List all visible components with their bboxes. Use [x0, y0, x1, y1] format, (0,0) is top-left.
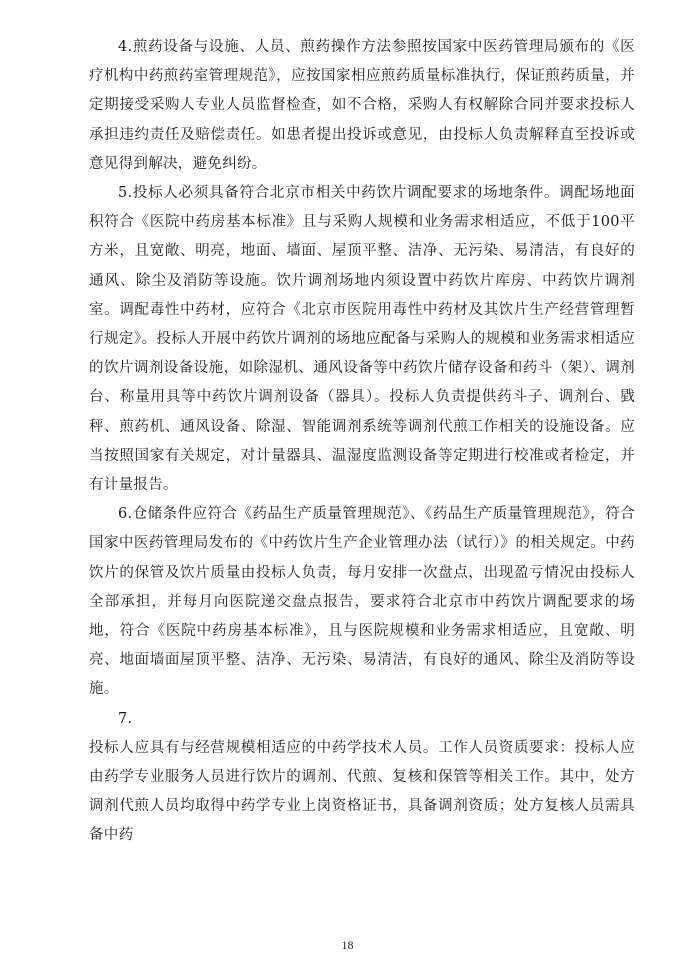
document-body — [89, 33, 635, 851]
paragraph-item-7-text: 投标人应具有与经营规模相适应的中药学技术人员。工作人员资质要求：投标人应由药学专业服务人员进行饮片的调剂、代煎、复核和保管等相关工作。其中，处方调剂代煎人员均取得中药学专业上岗资格证书，具备调剂资质；处方复核人员需具备中药 — [89, 739, 635, 844]
paragraph-item-5: 5.投标人必须具备符合北京市相关中药饮片调配要求的场地条件。调配场地面积符合《医院中药房基本标准》且与采购人规模和业务需求相适应，不低于100平方米，且宽敞、明亮，地面、墙面、屋顶平整、洁净、无污染、易清洁，有良好的通风、除尘及消防等设施。饮片调剂场地内须设置中药饮片库房、中药饮片调剂室。调配毒性中药材，应符合《北京市医院用毒性中药材及其饮片生产经营管理暂行规定》。投标人开展中药饮片调剂的场地应配备与采购人的规模和业务需求相适应的饮片调剂设备设施，如除湿机、通风设备等中药饮片储存设备和药斗（架）、调剂台、称量用具等中药饮片调剂设备（器具）。投标人负责提供药斗子、调剂台、戥秤、煎药机、通风设备、除湿、智能调剂系统等调剂代煎工作相关的设施设备。应当按照国家有关规定，对计量器具、温湿度监测设备等定期进行校准或者检定，并有计量报告。 — [89, 185, 635, 494]
paragraph-item-6: 6.仓储条件应符合《药品生产质量管理规范》、《药品生产质量管理规范》，符合国家中医药管理局发布的《中药饮片生产企业管理办法（试行）》的相关规定。中药饮片的保管及饮片质量由投标人负责，每月安排一次盘点，出现盈亏情况由投标人全部承担，并每月向医院递交盘点报告，要求符合北京市中药饮片调配要求的场地，符合《医院中药房基本标准》，且与医院规模和业务需求相适应，且宽敞、明亮、地面墙面屋顶平整、洁净、无污染、易清洁，有良好的通风、除尘及消防等设施。 — [89, 506, 635, 698]
paragraph-item-7-number: 7. — [118, 710, 133, 727]
page-number: 18 — [341, 938, 354, 952]
paragraph-item-4: 4.煎药设备与设施、人员、煎药操作方法参照按国家中医药管理局颁布的《医疗机构中药煎药室管理规范》，应按国家相应煎药质量标准执行，保证煎药质量，并定期接受采购人专业人员监督检查，如不合格，采购人有权解除合同并要求投标人承担违约责任及赔偿责任。如患者提出投诉或意见，由投标人负责解释直至投诉或意见得到解决，避免纠纷。 — [89, 39, 635, 172]
